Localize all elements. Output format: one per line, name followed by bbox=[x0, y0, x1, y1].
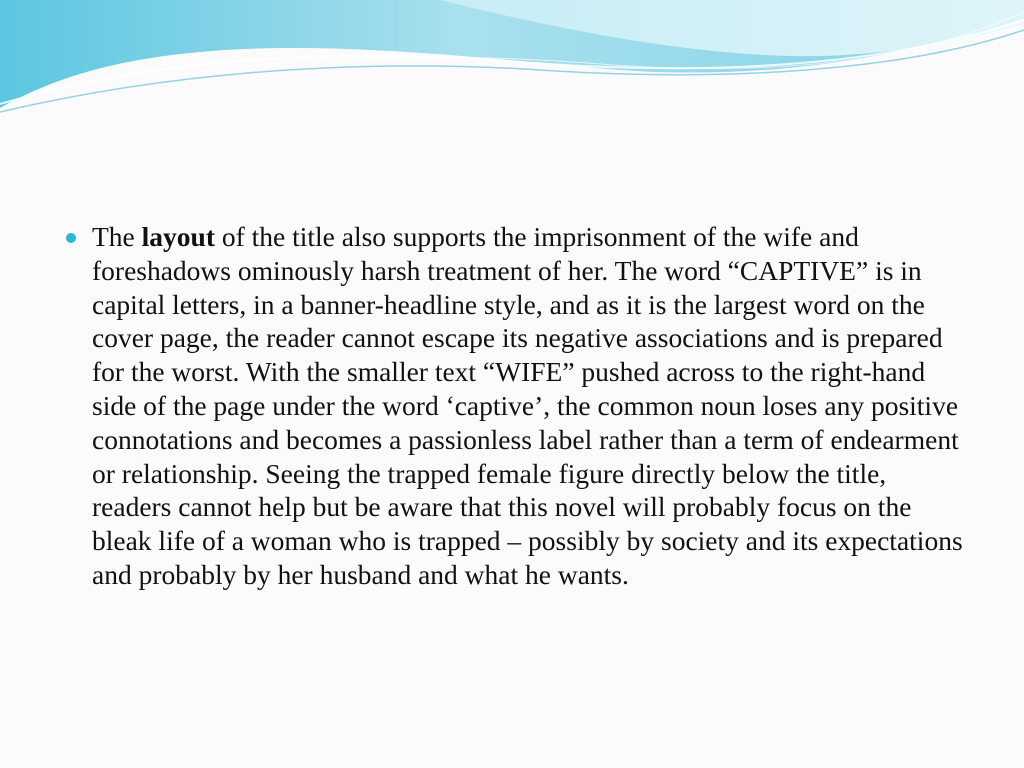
bullet-emphasis: layout bbox=[141, 221, 215, 252]
bullet-prefix: The bbox=[92, 221, 142, 252]
decorative-wave-header bbox=[0, 0, 1024, 130]
bullet-item bbox=[66, 220, 966, 592]
bullet-paragraph bbox=[92, 220, 966, 592]
slide-body bbox=[66, 220, 966, 592]
bullet-dot-icon bbox=[66, 233, 76, 243]
bullet-body-text: of the title also supports the imprisonment of the wife and foreshadows ominously harsh treatment of her. The word “CAPTIVE” is in capital letters, in a banner-headline style, and as it is the largest word on the cover page, the reader cannot escape its negative associations and is prepared for the worst. With the smaller text “WIFE” pushed across to the right-hand side of the page under the word ‘captive’, the common noun loses any positive connotations and becomes a passionless label rather than a term of endearment or relationship. Seeing the trapped female figure directly below the title, readers cannot help but be aware that this novel will probably focus on the bleak life of a woman who is trapped – possibly by society and its expectations and probably by her husband and what he wants. bbox=[92, 221, 963, 590]
